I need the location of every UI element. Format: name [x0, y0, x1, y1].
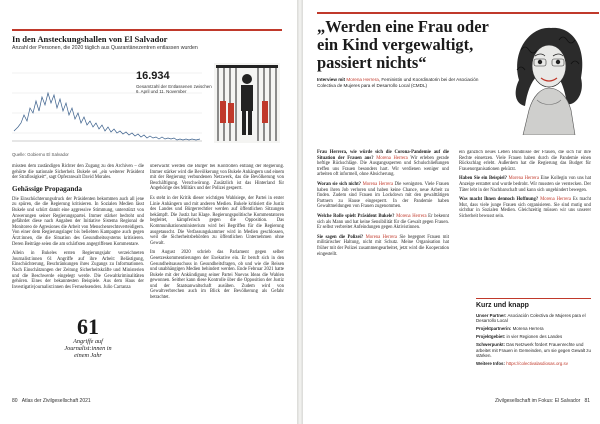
left-column-1: [12, 164, 144, 294]
right-column-1: Frau Herrera, wie würde sich die Corona-Pandemie auf die Situation der Frauen aus? Morena Herrera Wir erleben gerade heftige Rückschläge. Die Ausgangssperren und Schulschließungen treffen uns Frauen besonders hart. Wir verdienen weniger und arbeiten oft informell, ohne Absicherung. Woran sie sich nicht? Morena Herrera Die wenigsten. Viele Frauen haben ihren Job verloren und haben keine Chance, neue Arbeit zu finden. Zudem sind Frauen im Lockdown mit den gewalttätigen Partnern zu Hause eingesperrt. In der Pandemie haben Gewaltmeldungen von Frauen zugenommen. Welche Rolle spielt Präsident Bukele? Morena Herrera Er bekennt sich als Mann und hat keine Sensibilität für die Gewalt gegen Frauen. Er selbst verbreitet Anfeindungen gegen Aktivistinnen. Sie sagen die Polizei? Morena Herrera Sie begegnet Frauen mit militärischer Haltung, nicht mit Schutz. Meine Organisation hat früher mit der Polizei zusammengearbeitet, jetzt wird die Kooperation eingestellt.: [317, 150, 450, 257]
chart-title: In den Ansteckungshallen von El Salvador: [12, 34, 282, 44]
chart-note: Gesamtzahl der Entlassenen zwischen 6. April und 11. November: [136, 84, 212, 95]
footer-left: [12, 398, 91, 404]
fact-box-title: Kurz und knapp: [476, 298, 591, 309]
prison-illustration: [214, 63, 280, 143]
chart-total: 16.934: [136, 70, 170, 82]
paragraph: Es steht in der Kritik dieser wichtigen Wahlsiege, der Partei in erster Linie Anhängern und mit anderen Medien. Bukele kritisiert die Justiz des Landes und Bürgerrechtler werden auf öffentlichen Sitzungen bekämpft. Die Justiz hat Klage. Regierungspolitische Kommentatoren begleitet, kämpferisch gegen die Opposition. Das Kommunikationsministerium wird bei Begriffen für die Regierung ausgetauscht. Die Verfassungskammer wird in Medien geschlossen, weil die Sicherheitsbehörden zu öffentlichen Unternehmen ohne Gewalt.: [150, 195, 284, 246]
fact-row: Weitere Infos: https://colectivalasdiosas.org.sv: [476, 360, 568, 366]
section-heading: Gehässige Propaganda: [12, 184, 82, 193]
pull-text: Angriffe auf Journalist:innen in einem Jahr: [64, 338, 112, 359]
chart-source: Quelle: Gobierno El Salvador: [12, 152, 69, 157]
right-page: [303, 0, 600, 424]
interview-headline: „Werden eine Frau oder ein Kind vergewaltigt, passiert nichts“: [317, 18, 507, 72]
left-page: [0, 0, 297, 424]
fact-row: Schwerpunkt: Das Netzwerk fördert Frauenrechte und arbeitet mit Frauen in Gemeinden, um sie gegen Gewalt zu stärken.: [476, 342, 591, 358]
interviewee-name: Morena Herrera: [346, 77, 379, 82]
more-info-link[interactable]: https://colectivalasdiosas.org.sv: [506, 360, 568, 366]
quarantine-chart: [12, 53, 284, 151]
paragraph: Allein in Bukeles ersten Regierungsjahr verzeichneten Journalist:innen 61 Angriffe auf ihre Arbeit: Belästigung, Einschüchterung, Beschränkungen ihres Zugangs zu Informationen. Nach Einschätzungen der Zeitung Sicherheitskräfte und Ministerien und die Beschwerde eingelegt werde. Die Gewaltkriminalitäten gehören. Eines der bekanntesten Beispiele. Aus dem Haus der Investigativjournalist:innen des Fernsehsenders. Julio Carranza: [12, 251, 144, 290]
fact-row: Unser Partner: Asociación Colectiva de Mujeres para el Desarrollo Local: [476, 313, 586, 324]
page-number: 80: [12, 398, 18, 404]
chart-subtitle: Anzahl der Personen, die 2020 täglich aus Quarantänezentren entlassen wurden: [12, 45, 198, 51]
footer-title: Atlas der Zivilgesellschaft 2021: [21, 398, 91, 404]
right-column-2: ein gänzlich neues Leben Bündnisse der Frauen, die sich für ihre Rechte einsetzen. Viele Frauen haben durch die Pandemie einen Rückschlag erlebt. Außerdem hat die Regierung das Budget für Frauenorganisationen gekürzt. Haben Sie ein Beispiel? Morena Herrera Eine Kollegin von uns hat Anzeige erstattet und wurde bedroht. Wir mussten sie verstecken. Der Täter lebt in der Nachbarschaft und kann sich ungehindert bewegen. Was macht Ihnen dennoch Hoffnung? Morena Herrera Es macht Mut, dass viele junge Frauen sich organisieren. Sie sind mutig und sichtbar in Sozialen Medien. Gleichzeitig müssen wir uns unserer Sicherheit bewusst sein.: [459, 150, 591, 219]
paragraph: überwacht werden die Bürger bei Kontrollen entlang der Regierung. Immer stärker wird die Bevölkerung von Bukele Anhängern und einem mit der Regierung verbundenen Netzwerk, das die Bevölkerung von Beschäftigung. Verschwörung. Zusätzlich ist das Hinterland für Angehörige des Militärs und der Polizei gesperrt.: [150, 164, 284, 192]
footer-title: Zivilgesellschaft im Fokus: El Salvador: [494, 398, 581, 404]
page-number: 81: [584, 398, 590, 404]
footer-right: [495, 398, 590, 404]
paragraph: Die Einschüchterungsdruck der Präsidenten bekommen auch all jene zu spüren, die die Regierung kritisieren. In Sozialen Medien lässt Bukele und schürt damit eine aggressive Stimmung, unterstützt von Anwerungen seiner Regierungspartei. Immer stärker bedroht und gefährdet diese nach Angaben der Initiative Sistema Regional de Monitoreo de Agresiones die Arbeit von Menschenrechtsverteidigern. Von einer dem Regierungslager bis beliebten Kampagne auch gegen Ärzt:innen, die die Situation des Gesundheitssystems kritisieren. Deren Beiträge seien die am schärfsten angegriffenen Kommentare.: [12, 196, 144, 247]
paragraph: missten dem zuständigen Richter den Zugang zu den Archiven – die gehörte die nationale Sicherheit. Bukele sei „ein weiterer Präsident der Straflosigkeit“, sagt Opferanwalt David Morales.: [12, 164, 144, 181]
pull-number: 61: [77, 314, 99, 339]
fact-row: Projektgebiet: in vier Regionen des Landes: [476, 334, 563, 340]
fact-row: Projektpartnerin: Morena Herrera: [476, 326, 544, 332]
left-column-2: [150, 164, 284, 389]
paragraph: Im August 2020 schrieb das Parlament gegen selber Gesetzeskommentierungen der Exekutive ein. Er beruft sich in den Gesundheitsausschuss in Gesundheitsfragen, ob und wie die Reisen und unabhängigen Medien behindert werden. Ende Februar 2021 hatte Bukele mit der Ankündigung seiner Partei Nuevas Ideas die Wahlen gewonnen. Seither kann diese Kontrolle über die Opposition der Justiz und der Staatsanwaltschaft ausüben. Zudem wird von Gewaltverbrechen auch im Blick der Bevölkerung als Gefahr betrachtet.: [150, 250, 284, 301]
fact-box: [476, 298, 591, 369]
pull-quote: [58, 316, 118, 359]
portrait-illustration: [501, 20, 591, 135]
interview-intro: Interview mit Morena Herrera, Feministin und Koordinatorin bei der Asociación Colectiva de Mujeres para el Desarrollo Local (CMDL): [317, 77, 479, 88]
